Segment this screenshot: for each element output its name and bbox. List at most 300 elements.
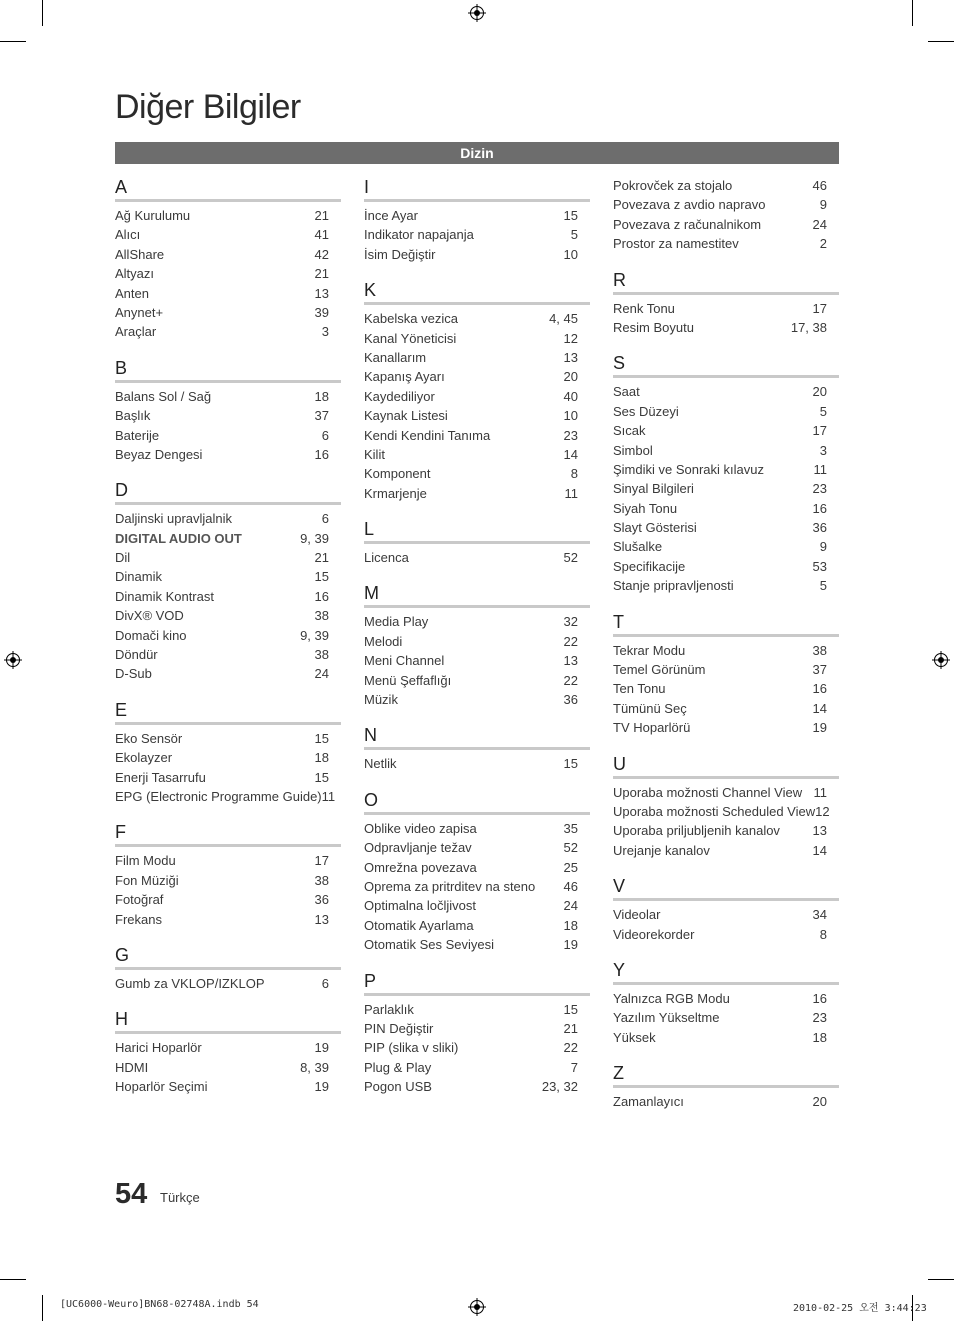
- index-entry: [613, 679, 839, 698]
- entry-term: Domači kino: [115, 627, 187, 643]
- index-entry: [115, 1058, 341, 1077]
- entry-term: Netlik: [364, 756, 397, 772]
- entry-term: Licenca: [364, 550, 409, 566]
- index-entry: [613, 699, 839, 718]
- entry-term: DivX® VOD: [115, 608, 184, 624]
- entry-term: Araçlar: [115, 324, 157, 340]
- index-section: [613, 611, 839, 738]
- entry-pages: 37: [812, 662, 827, 678]
- entry-term: Kapanış Ayarı: [364, 369, 445, 385]
- entry-term: Yüksek: [613, 1029, 656, 1045]
- entry-pages: 5: [819, 578, 827, 594]
- entry-pages: 5: [819, 403, 827, 419]
- index-entry: [364, 651, 590, 670]
- entry-pages: 2: [819, 236, 827, 252]
- index-entry: [115, 264, 341, 283]
- entry-pages: 39: [314, 304, 329, 320]
- entry-pages: 21: [563, 1020, 578, 1036]
- entry-pages: 4, 45: [549, 311, 578, 327]
- entry-pages: 35: [563, 820, 578, 836]
- entry-term: EPG (Electronic Programme Guide): [115, 788, 322, 804]
- crop-mark: [0, 41, 26, 42]
- entry-term: Frekans: [115, 911, 162, 927]
- index-entry: [613, 441, 839, 460]
- registration-mark-icon: [4, 651, 22, 669]
- index-section: [364, 582, 590, 709]
- entry-term: Kanallarım: [364, 349, 427, 365]
- index-section: [613, 352, 839, 595]
- index-column: [364, 176, 590, 1112]
- index-entry: [115, 322, 341, 341]
- index-entry: [364, 690, 590, 709]
- registration-mark-icon: [468, 4, 486, 22]
- entry-pages: 23, 32: [541, 1079, 578, 1095]
- index-entry: [613, 382, 839, 401]
- entry-term: Kendi Kendini Tanıma: [364, 427, 491, 443]
- index-entry: [613, 402, 839, 421]
- index-entry: [115, 1038, 341, 1057]
- index-entry: [115, 729, 341, 748]
- entry-term: Enerji Tasarrufu: [115, 769, 206, 785]
- index-entry: [115, 245, 341, 264]
- entry-term: DIGITAL AUDIO OUT: [115, 530, 242, 546]
- index-entry: [613, 1092, 839, 1111]
- index-section: [613, 959, 839, 1047]
- entry-pages: 21: [314, 550, 329, 566]
- entry-term: Pogon USB: [364, 1079, 432, 1095]
- entry-term: Krmarjenje: [364, 485, 427, 501]
- entry-term: Altyazı: [115, 266, 155, 282]
- entry-pages: 19: [314, 1079, 329, 1095]
- entry-pages: 38: [314, 872, 329, 888]
- section-letter: Y: [613, 959, 839, 985]
- entry-term: Başlık: [115, 408, 151, 424]
- index-section: [115, 357, 341, 465]
- entry-pages: 52: [563, 550, 578, 566]
- entry-term: Ten Tonu: [613, 681, 666, 697]
- index-entry: [613, 641, 839, 660]
- index-section: [613, 875, 839, 944]
- index-entry: [364, 367, 590, 386]
- entry-pages: 37: [314, 408, 329, 424]
- section-letter: U: [613, 753, 839, 779]
- entry-term: Alıcı: [115, 227, 141, 243]
- index-entry: [364, 935, 590, 954]
- index-entry: [364, 206, 590, 225]
- entry-pages: 15: [563, 208, 578, 223]
- entry-term: Videorekorder: [613, 926, 695, 942]
- index-entry: [613, 925, 839, 944]
- entry-term: Optimalna ločljivost: [364, 898, 476, 914]
- index-entry: [613, 802, 839, 821]
- entry-pages: 22: [563, 633, 578, 649]
- index-entry: [364, 632, 590, 651]
- section-letter: N: [364, 724, 590, 750]
- crop-mark: [912, 0, 913, 26]
- entry-term: İsim Değiştir: [364, 246, 436, 262]
- entry-term: Eko Sensör: [115, 730, 183, 746]
- section-letter: A: [115, 176, 341, 202]
- entry-pages: 3: [321, 324, 329, 340]
- entry-term: Sıcak: [613, 423, 646, 439]
- entry-pages: 13: [563, 653, 578, 669]
- index-entry: [613, 299, 839, 318]
- index-entry: [613, 783, 839, 802]
- entry-pages: 17, 38: [790, 319, 827, 335]
- index-entry: [115, 567, 341, 586]
- index-entry: [613, 537, 839, 556]
- entry-pages: 16: [812, 990, 827, 1006]
- entry-pages: 13: [812, 823, 827, 839]
- section-letter: V: [613, 875, 839, 901]
- index-entry: [613, 234, 839, 253]
- section-banner: Dizin: [115, 142, 839, 164]
- entry-term: Simbol: [613, 442, 653, 458]
- entry-pages: 13: [314, 285, 329, 301]
- index-entry: [115, 426, 341, 445]
- index-entry: [115, 890, 341, 909]
- index-entry: [613, 989, 839, 1008]
- entry-pages: 21: [314, 266, 329, 282]
- index-entry: [364, 426, 590, 445]
- entry-term: Dinamik Kontrast: [115, 588, 214, 604]
- section-letter: G: [115, 944, 341, 970]
- entry-pages: 16: [314, 588, 329, 604]
- entry-term: Slayt Gösterisi: [613, 520, 697, 536]
- entry-term: Indikator napajanja: [364, 227, 474, 243]
- section-letter: B: [115, 357, 341, 383]
- section-letter: L: [364, 518, 590, 544]
- entry-pages: 25: [563, 859, 578, 875]
- entry-term: Parlaklık: [364, 1001, 414, 1017]
- entry-term: Kabelska vezica: [364, 311, 458, 327]
- index-entry: [364, 1000, 590, 1019]
- crop-mark: [928, 1279, 954, 1280]
- entry-term: Sinyal Bilgileri: [613, 481, 694, 497]
- index-section: [613, 269, 839, 338]
- entry-pages: 6: [321, 975, 329, 991]
- entry-pages: 6: [321, 427, 329, 443]
- entry-term: Urejanje kanalov: [613, 842, 710, 858]
- entry-pages: 10: [563, 246, 578, 262]
- index-entry: [364, 1077, 590, 1096]
- entry-pages: 9, 39: [300, 530, 329, 546]
- section-letter: Z: [613, 1062, 839, 1088]
- entry-pages: 16: [314, 446, 329, 462]
- index-entry: [115, 206, 341, 225]
- print-slug-date: 2010-02-25 오전 3:44:23: [793, 1303, 927, 1314]
- entry-pages: 46: [812, 178, 827, 193]
- entry-pages: 16: [812, 681, 827, 697]
- section-letter: P: [364, 970, 590, 996]
- entry-term: Renk Tonu: [613, 300, 675, 316]
- entry-pages: 22: [563, 672, 578, 688]
- index-entry: [364, 916, 590, 935]
- index-column: [115, 176, 341, 1112]
- section-letter: M: [364, 582, 590, 608]
- entry-pages: 3: [819, 442, 827, 458]
- entry-pages: 11: [564, 485, 578, 501]
- entry-term: Kaynak Listesi: [364, 408, 448, 424]
- entry-pages: 15: [563, 756, 578, 772]
- index-entry: [613, 576, 839, 595]
- entry-term: Temel Görünüm: [613, 662, 706, 678]
- index-entry: [115, 871, 341, 890]
- index-entry: [364, 1058, 590, 1077]
- entry-pages: 12: [815, 803, 830, 819]
- entry-term: Ağ Kurulumu: [115, 208, 191, 223]
- index-entry: [364, 245, 590, 264]
- entry-pages: 11: [321, 788, 336, 804]
- index-entry: [364, 858, 590, 877]
- index-entry: [613, 499, 839, 518]
- index-entry: [115, 529, 341, 548]
- entry-term: Stanje pripravljenosti: [613, 578, 734, 594]
- entry-pages: 17: [812, 300, 827, 316]
- index-entry: [613, 195, 839, 214]
- entry-term: Şimdiki ve Sonraki kılavuz: [613, 461, 764, 477]
- page-language: Türkçe: [160, 1190, 200, 1205]
- entry-pages: 15: [314, 730, 329, 746]
- index-entry: [115, 587, 341, 606]
- index-section: [364, 518, 590, 567]
- entry-term: Uporaba možnosti Channel View: [613, 784, 803, 800]
- entry-pages: 10: [563, 408, 578, 424]
- entry-term: Anten: [115, 285, 149, 301]
- index-entry: [613, 176, 839, 195]
- entry-pages: 53: [812, 558, 827, 574]
- entry-term: D-Sub: [115, 666, 152, 682]
- index-entry: [364, 464, 590, 483]
- entry-pages: 40: [563, 388, 578, 404]
- entry-pages: 42: [314, 246, 329, 262]
- entry-term: Otomatik Ayarlama: [364, 917, 474, 933]
- entry-term: Oprema za pritrditev na steno: [364, 878, 536, 894]
- entry-pages: 8: [570, 466, 578, 482]
- entry-pages: 19: [314, 1040, 329, 1056]
- registration-mark-icon: [468, 1298, 486, 1316]
- index-entry: [364, 671, 590, 690]
- page-title: Diğer Bilgiler: [115, 88, 301, 126]
- entry-term: Hoparlör Seçimi: [115, 1079, 208, 1095]
- index-entry: [115, 748, 341, 767]
- entry-pages: 15: [314, 769, 329, 785]
- index-section: [364, 724, 590, 773]
- entry-term: Resim Boyutu: [613, 319, 694, 335]
- section-letter: I: [364, 176, 590, 202]
- index-entry: [115, 303, 341, 322]
- section-letter: E: [115, 699, 341, 725]
- index-section: [115, 944, 341, 993]
- index-entry: [613, 479, 839, 498]
- section-letter: R: [613, 269, 839, 295]
- index-entry: [364, 329, 590, 348]
- index-entry: [115, 787, 341, 806]
- entry-term: Baterije: [115, 427, 160, 443]
- section-letter: O: [364, 789, 590, 815]
- index-entry: [613, 905, 839, 924]
- entry-pages: 18: [563, 917, 578, 933]
- entry-pages: 22: [563, 1040, 578, 1056]
- index-entry: [115, 974, 341, 993]
- entry-term: Harici Hoparlör: [115, 1040, 202, 1056]
- index-entry: [364, 877, 590, 896]
- entry-pages: 14: [812, 700, 827, 716]
- index-section: [364, 970, 590, 1097]
- index-entry: [364, 387, 590, 406]
- entry-term: Omrežna povezava: [364, 859, 477, 875]
- index-entry: [364, 819, 590, 838]
- entry-pages: 36: [812, 520, 827, 536]
- entry-pages: 38: [314, 647, 329, 663]
- entry-pages: 16: [812, 500, 827, 516]
- entry-pages: 34: [812, 907, 827, 923]
- index-entry: [115, 225, 341, 244]
- section-letter: S: [613, 352, 839, 378]
- entry-term: Beyaz Dengesi: [115, 446, 203, 462]
- entry-term: Komponent: [364, 466, 431, 482]
- index-entry: [613, 421, 839, 440]
- entry-term: AllShare: [115, 246, 165, 262]
- entry-term: Zamanlayıcı: [613, 1094, 684, 1110]
- crop-mark: [42, 0, 43, 26]
- entry-pages: 24: [563, 898, 578, 914]
- index-section: [364, 176, 590, 264]
- entry-term: Oblike video zapisa: [364, 820, 477, 836]
- entry-term: Müzik: [364, 692, 398, 708]
- entry-term: Otomatik Ses Seviyesi: [364, 937, 495, 953]
- entry-pages: 19: [812, 720, 827, 736]
- index-entry: [613, 660, 839, 679]
- index-entry: [364, 896, 590, 915]
- entry-pages: 13: [563, 349, 578, 365]
- entry-term: Yalnızca RGB Modu: [613, 990, 730, 1006]
- entry-term: Videolar: [613, 907, 661, 923]
- entry-term: Ekolayzer: [115, 750, 173, 766]
- entry-term: Fotoğraf: [115, 892, 164, 908]
- index-entry: [364, 225, 590, 244]
- entry-term: Saat: [613, 384, 640, 400]
- entry-pages: 23: [812, 1010, 827, 1026]
- entry-pages: 38: [314, 608, 329, 624]
- entry-term: Povezava z avdio napravo: [613, 197, 766, 213]
- index-entry: [115, 406, 341, 425]
- entry-pages: 20: [812, 1094, 827, 1110]
- entry-pages: 19: [563, 937, 578, 953]
- registration-mark-icon: [932, 651, 950, 669]
- crop-mark: [0, 1279, 26, 1280]
- entry-pages: 14: [812, 842, 827, 858]
- entry-term: Povezava z računalnikom: [613, 216, 762, 232]
- entry-pages: 9: [819, 539, 827, 555]
- index-section: [613, 1062, 839, 1111]
- section-letter: H: [115, 1008, 341, 1034]
- entry-term: Prostor za namestitev: [613, 236, 739, 252]
- entry-term: HDMI: [115, 1059, 149, 1075]
- index-entry: [115, 387, 341, 406]
- index-entry: [364, 445, 590, 464]
- index-entry: [613, 318, 839, 337]
- index-entry: [613, 841, 839, 860]
- entry-term: Plug & Play: [364, 1059, 432, 1075]
- index-section: [115, 699, 341, 807]
- index-entry: [115, 645, 341, 664]
- entry-pages: 15: [314, 569, 329, 585]
- entry-term: Fon Müziği: [115, 872, 179, 888]
- entry-pages: 36: [314, 892, 329, 908]
- entry-term: Tekrar Modu: [613, 642, 686, 658]
- index-entry: [364, 348, 590, 367]
- index-entry: [613, 718, 839, 737]
- crop-mark: [42, 1295, 43, 1321]
- entry-term: Yazılım Yükseltme: [613, 1010, 720, 1026]
- index-section: [613, 176, 839, 254]
- entry-term: Film Modu: [115, 853, 176, 869]
- entry-pages: 18: [314, 388, 329, 404]
- section-letter: D: [115, 479, 341, 505]
- entry-term: Kilit: [364, 446, 385, 462]
- index-entry: [613, 460, 839, 479]
- entry-term: Uporaba možnosti Scheduled View: [613, 803, 816, 819]
- index-entry: [115, 910, 341, 929]
- index-entry: [364, 838, 590, 857]
- index-section: [115, 1008, 341, 1096]
- entry-term: Melodi: [364, 633, 403, 649]
- index-entry: [613, 215, 839, 234]
- entry-pages: 6: [321, 511, 329, 527]
- entry-term: Siyah Tonu: [613, 500, 678, 516]
- entry-term: Döndür: [115, 647, 158, 663]
- entry-pages: 8, 39: [300, 1059, 329, 1075]
- index-section: [364, 789, 590, 955]
- entry-term: Menü Şeffaflığı: [364, 672, 452, 688]
- entry-term: Balans Sol / Sağ: [115, 388, 212, 404]
- entry-pages: 41: [314, 227, 329, 243]
- entry-term: Meni Channel: [364, 653, 445, 669]
- entry-term: PIP (slika v sliki): [364, 1040, 459, 1056]
- entry-pages: 9, 39: [300, 627, 329, 643]
- entry-pages: 17: [314, 853, 329, 869]
- entry-pages: 23: [812, 481, 827, 497]
- entry-term: Pokrovček za stojalo: [613, 178, 733, 193]
- index-entry: [115, 1077, 341, 1096]
- index-entry: [364, 309, 590, 328]
- entry-pages: 15: [563, 1001, 578, 1017]
- index-entry: [364, 406, 590, 425]
- entry-pages: 11: [813, 784, 827, 800]
- index-entry: [613, 518, 839, 537]
- index-entry: [115, 626, 341, 645]
- entry-pages: 20: [563, 369, 578, 385]
- section-letter: F: [115, 821, 341, 847]
- index-entry: [115, 509, 341, 528]
- index-entry: [115, 284, 341, 303]
- entry-pages: 24: [314, 666, 329, 682]
- crop-mark: [928, 41, 954, 42]
- index-entry: [364, 1038, 590, 1057]
- entry-term: Anynet+: [115, 304, 164, 320]
- section-letter: K: [364, 279, 590, 305]
- entry-pages: 46: [563, 878, 578, 894]
- entry-pages: 11: [813, 461, 827, 477]
- entry-pages: 32: [563, 614, 578, 630]
- entry-term: Daljinski upravljalnik: [115, 511, 233, 527]
- index-entry: [115, 445, 341, 464]
- index-entry: [613, 1028, 839, 1047]
- index-entry: [613, 1008, 839, 1027]
- entry-term: Dinamik: [115, 569, 162, 585]
- section-letter: T: [613, 611, 839, 637]
